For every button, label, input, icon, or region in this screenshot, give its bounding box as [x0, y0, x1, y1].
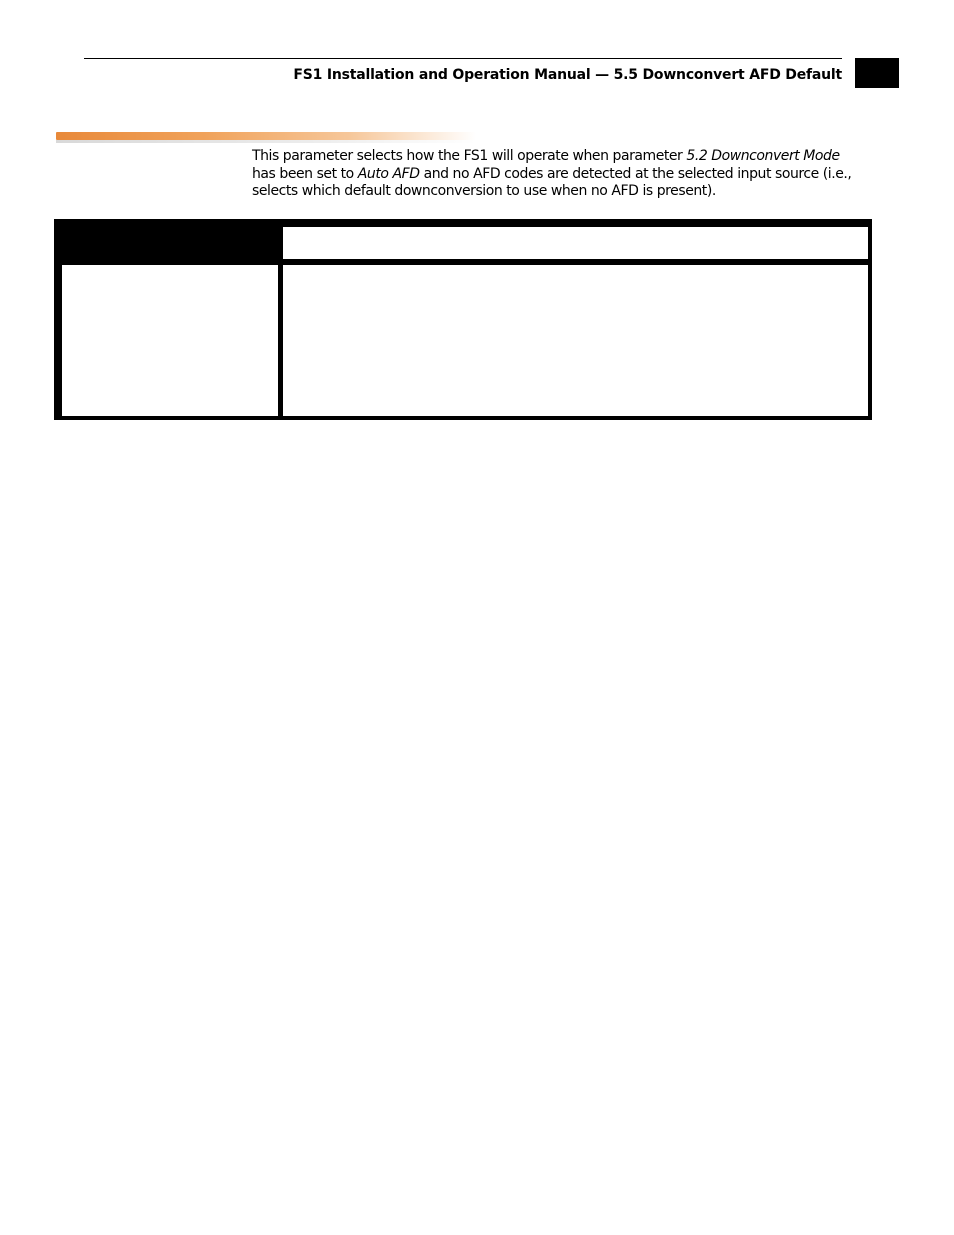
table-cell-right: [283, 265, 868, 416]
table-header-left: [58, 223, 278, 259]
table-cell-left: [62, 265, 278, 416]
header-rule: [84, 58, 842, 59]
section-accent-bar: [56, 132, 476, 140]
description-text-1: This parameter selects how the FS1 will operate when parameter: [252, 148, 687, 164]
parameter-reference: 5.2 Downconvert Mode: [686, 148, 840, 164]
table-header-right: [283, 227, 868, 259]
description-text-3: and no AFD codes are detected at the selected input source (i.e., selects which default downconversion to use when no AFD is present).: [252, 165, 852, 199]
parameter-table: [54, 219, 872, 420]
page-header-title: FS1 Installation and Operation Manual — 5.5 Downconvert AFD Default: [293, 67, 842, 83]
page-number-tab: [855, 58, 899, 88]
mode-reference: Auto AFD: [357, 165, 420, 182]
description-text-2: has been set to: [252, 165, 358, 182]
section-accent-shadow: [56, 140, 476, 143]
parameter-description: [252, 148, 862, 201]
